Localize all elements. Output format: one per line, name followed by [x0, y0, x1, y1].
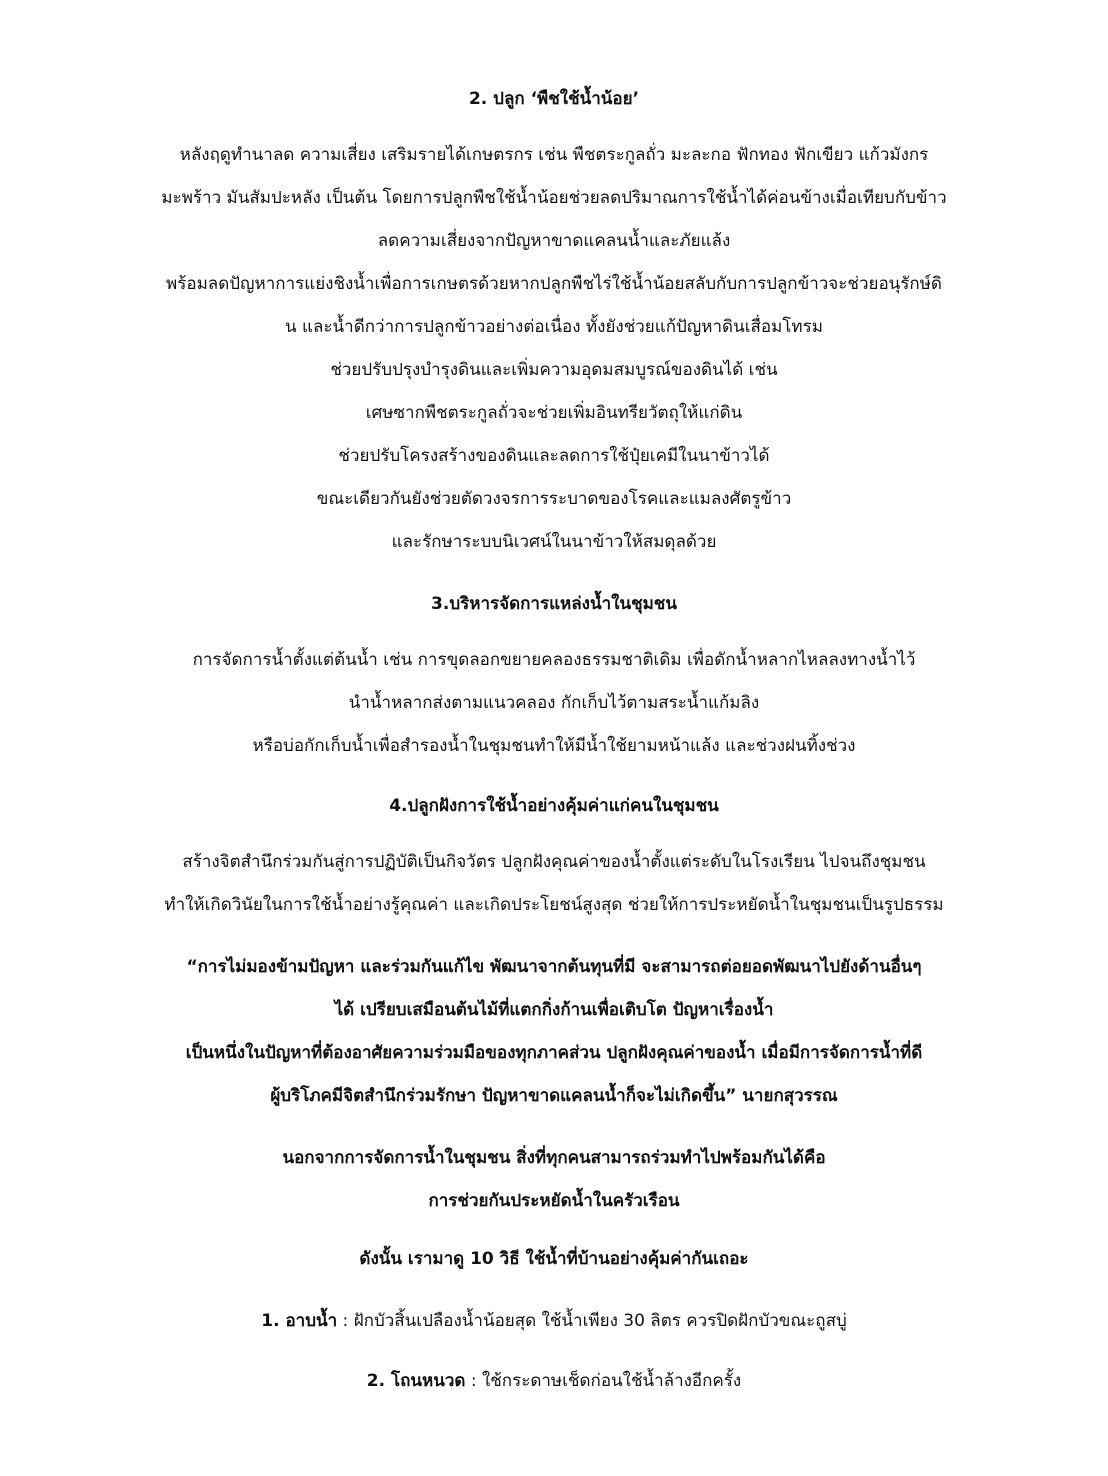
section-2-line-10: และรักษาระบบนิเวศน์ในนาข้าวให้สมดุลด้วย	[391, 532, 717, 552]
tip-item-1-label: 1. อาบน้ำ	[261, 1311, 338, 1331]
tips-intro: ดังนั้น เรามาดู 10 วิธี ใช้น้ำที่บ้านอย่างคุ้มค่ากันเถอะ	[359, 1249, 749, 1269]
quote-line-1: “การไม่มองข้ามปัญหา และร่วมกันแก้ไข พัฒนาจากต้นทุนที่มี จะสามารถต่อยอดพัฒนาไปยังด้านอื่นๆ	[186, 957, 922, 977]
section-4-heading: 4.ปลูกฝังการใช้น้ำอย่างคุ้มค่าแก่คนในชุมชน	[389, 796, 719, 816]
household-line-1: นอกจากการจัดการน้ำในชุมชน สิ่งที่ทุกคนสามารถร่วมทำไปพร้อมกันได้คือ	[282, 1148, 826, 1168]
section-3-line-3: หรือบ่อกักเก็บน้ำเพื่อสำรองน้ำในชุมชนทำให้มีน้ำใช้ยามหน้าแล้ง และช่วงฝนทิ้งช่วง	[252, 736, 856, 756]
section-2-heading: 2. ปลูก ‘พืชใช้น้ำน้อย’	[468, 89, 640, 109]
tip-item-2	[60, 1368, 1048, 1394]
section-3-line-1: การจัดการน้ำตั้งแต่ต้นน้ำ เช่น การขุดลอกขยายคลองธรรมชาติเดิม เพื่อดักน้ำหลากไหลลงทางน้ำไว้	[192, 650, 916, 670]
section-3-line-2: นำน้ำหลากส่งตามแนวคลอง กักเก็บไว้ตามสระน้ำแก้มลิง	[348, 693, 760, 713]
tip-item-1	[60, 1308, 1048, 1334]
tip-item-2-label: 2. โถนหนวด	[366, 1371, 466, 1391]
section-4-line-1: สร้างจิตสำนึกร่วมกันสู่การปฏิบัติเป็นกิจวัตร ปลูกฝังคุณค่าของน้ำตั้งแต่ระดับในโรงเรียน ไปจนถึงชุมชน	[182, 852, 926, 872]
tip-item-2-text: : ใช้กระดาษเช็ดก่อนใช้น้ำล้างอีกครั้ง	[465, 1371, 742, 1391]
section-3-heading: 3.บริหารจัดการแหล่งน้ำในชุมชน	[431, 594, 677, 614]
section-2-line-9: ขณะเดียวกันยังช่วยตัดวงจรการระบาดของโรคและแมลงศัตรูข้าว	[316, 489, 792, 509]
tip-item-1-text: : ฝักบัวสิ้นเปลืองน้ำน้อยสุด ใช้น้ำเพียง 30 ลิตร ควรปิดฝักบัวขณะถูสบู่	[337, 1311, 847, 1331]
household-line-2: การช่วยกันประหยัดน้ำในครัวเรือน	[428, 1191, 680, 1211]
section-2-line-6: ช่วยปรับปรุงบำรุงดินและเพิ่มความอุดมสมบูรณ์ของดินได้ เช่น	[330, 360, 778, 380]
section-2-line-3: ลดความเสี่ยงจากปัญหาขาดแคลนน้ำและภัยแล้ง	[377, 231, 731, 251]
quote-line-4: ผู้บริโภคมีจิตสำนึกร่วมรักษา ปัญหาขาดแคลนน้ำก็จะไม่เกิดขึ้น” นายกสุวรรณ	[270, 1086, 838, 1106]
section-2-line-8: ช่วยปรับโครงสร้างของดินและลดการใช้ปุ๋ยเคมีในนาข้าวได้	[338, 446, 770, 466]
section-2-line-2: มะพร้าว มันสัมปะหลัง เป็นต้น โดยการปลูกพืชใช้น้ำน้อยช่วยลดปริมาณการใช้น้ำได้ค่อนข้างเมื่อเทียบกับข้าว	[161, 188, 947, 208]
section-2-line-4: พร้อมลดปัญหาการแย่งชิงน้ำเพื่อการเกษตรด้วยหากปลูกพืชไร่ใช้น้ำน้อยสลับกับการปลูกข้าวจะช่วยอนุรักษ์ดิ	[166, 274, 942, 294]
section-2-line-1: หลังฤดูทำนาลด ความเสี่ยง เสริมรายได้เกษตรกร เช่น พืชตระกูลถั่ว มะละกอ ฟักทอง ฟักเขียว แก้วมังกร	[179, 145, 929, 165]
section-2-line-7: เศษซากพืชตระกูลถั่วจะช่วยเพิ่มอินทรียวัตถุให้แก่ดิน	[365, 403, 743, 423]
section-2-line-5: น และน้ำดีกว่าการปลูกข้าวอย่างต่อเนื่อง ทั้งยังช่วยแก้ปัญหาดินเสื่อมโทรม	[285, 317, 823, 337]
section-4-line-2: ทำให้เกิดวินัยในการใช้น้ำอย่างรู้คุณค่า และเกิดประโยชน์สูงสุด ช่วยให้การประหยัดน้ำในชุมชนเป็นรูปธรรม	[164, 895, 944, 915]
quote-line-3: เป็นหนึ่งในปัญหาที่ต้องอาศัยความร่วมมือของทุกภาคส่วน ปลูกฝังคุณค่าของน้ำ เมื่อมีการจัดการน้ำที่ดี	[185, 1043, 923, 1063]
quote-line-2: ได้ เปรียบเสมือนต้นไม้ที่แตกกิ่งก้านเพื่อเติบโต ปัญหาเรื่องน้ำ	[334, 1000, 774, 1020]
